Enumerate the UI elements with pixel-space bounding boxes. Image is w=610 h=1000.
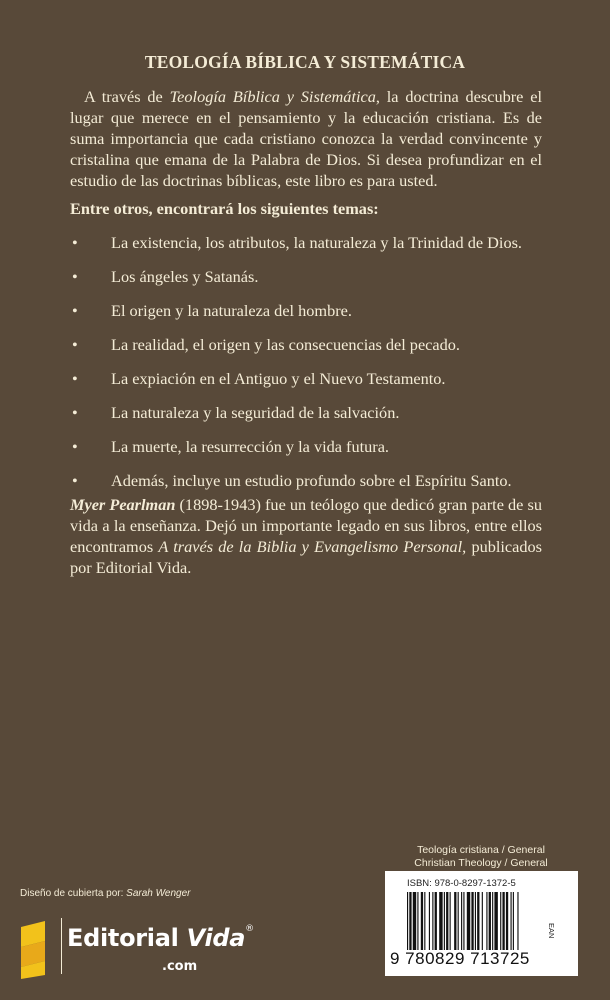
topic-text: Además, incluye un estudio profundo sobre el Espíritu Santo. [111,471,512,490]
intro-text: , la doctrina descubre el lugar que merece en el pensamiento y la educación cristiana. Es de suma importancia que cada cristiano conozca la verdad convincente y cristalina que emana de la Palabra de Dios. Si desea profundizar en el estudio de las doctrinas bíblicas, este libro es para usted. [70,87,542,190]
barcode-bar [407,892,408,950]
barcode-bar [517,892,518,950]
barcode-bar [424,892,425,950]
publisher-name [67,924,254,952]
topic-item [70,267,550,301]
bullet-icon: • [72,437,78,456]
barcode-icon [407,892,555,950]
barcode-bar [409,892,411,950]
author-name: Myer Pearlman [70,495,176,514]
barcode-bar [421,892,423,950]
registered-mark: ® [245,924,254,934]
bullet-icon: • [72,301,78,320]
topics-list [70,233,550,505]
publisher-name-2: Vida [186,924,246,952]
bullet-icon: • [72,471,78,490]
barcode-bar [486,892,487,950]
barcode-bar [458,892,459,950]
category-label [386,844,576,870]
barcode-bar [432,892,433,950]
barcode-bar [435,892,437,950]
topic-item [70,403,550,437]
barcode-bar [502,892,504,950]
logo-divider [61,918,62,974]
intro-prefix: A través de [84,87,170,106]
barcode-bar [475,892,476,950]
topic-text: La expiación en el Antiguo y el Nuevo Testamento. [111,369,446,388]
author-text-2: , publicados por Editorial Vida. [70,537,542,577]
topic-text: La muerte, la resurrección y la vida futura. [111,437,390,456]
topic-text: La naturaleza y la seguridad de la salvación. [111,403,400,422]
credit-designer: Sarah Wenger [126,888,191,899]
bullet-icon: • [72,369,78,388]
barcode-bar [489,892,491,950]
bullet-icon: • [72,335,78,354]
publisher-mark-icon [17,917,51,979]
publisher-name-1: Editorial [67,924,179,952]
barcode-bar [446,892,448,950]
intro-paragraph [70,86,542,191]
topic-item [70,369,550,403]
barcode-bar [413,892,416,950]
category-english: Christian Theology / General [414,857,548,869]
author-text-1: (1898-1943) fue un teólogo que dedicó gran parte de su vida a la enseñanza. Dejó un importante legado en sus libros, entre ellos encontramos [70,495,542,556]
barcode-bar [513,892,514,950]
topic-text: La existencia, los atributos, la naturaleza y la Trinidad de Dios. [111,233,522,252]
barcode-bar [511,892,512,950]
publisher-logo [17,912,267,982]
topic-item [70,335,550,369]
ean-label: EAN [547,923,556,939]
credit-label: Diseño de cubierta por: [20,888,127,899]
author-books: A través de la Biblia y Evangelismo Personal [158,537,463,556]
barcode-bar [506,892,508,950]
barcode-panel [385,871,578,976]
back-cover-title: TEOLOGÍA BÍBLICA Y SISTEMÁTICA [144,52,466,72]
barcode-bar [494,892,497,950]
author-paragraph [70,494,542,578]
topic-item [70,233,550,267]
barcode-bar [482,892,483,950]
bullet-icon: • [72,267,78,286]
cover-design-credit [20,888,190,899]
topic-text: El origen y la naturaleza del hombre. [111,301,352,320]
isbn-text: ISBN: 978-0-8297-1372-5 [407,878,516,889]
barcode-bar [463,892,464,950]
topic-text: Los ángeles y Satanás. [111,267,259,286]
barcode-bar [471,892,473,950]
barcode-bar [467,892,470,950]
bullet-icon: • [72,233,78,252]
bullet-icon: • [72,403,78,422]
topic-item [70,437,550,471]
topics-subhead: Entre otros, encontrará los siguientes temas: [70,199,379,218]
publisher-domain: .com [162,959,198,974]
category-spanish: Teología cristiana / General [417,844,545,856]
barcode-bar [444,892,445,950]
barcode-bar [454,892,456,950]
barcode-bar [429,892,430,950]
barcode-bar [492,892,493,950]
barcode-bar [439,892,442,950]
barcode-bar [461,892,462,950]
barcode-bar [450,892,451,950]
barcode-bar [417,892,418,950]
topic-item [70,301,550,335]
topic-text: La realidad, el origen y las consecuencias del pecado. [111,335,460,354]
ean-digits: 9 780829 713725 [390,949,530,968]
barcode-bar [500,892,501,950]
intro-book-title: Teología Bíblica y Sistemática [169,87,376,106]
barcode-bar [477,892,479,950]
